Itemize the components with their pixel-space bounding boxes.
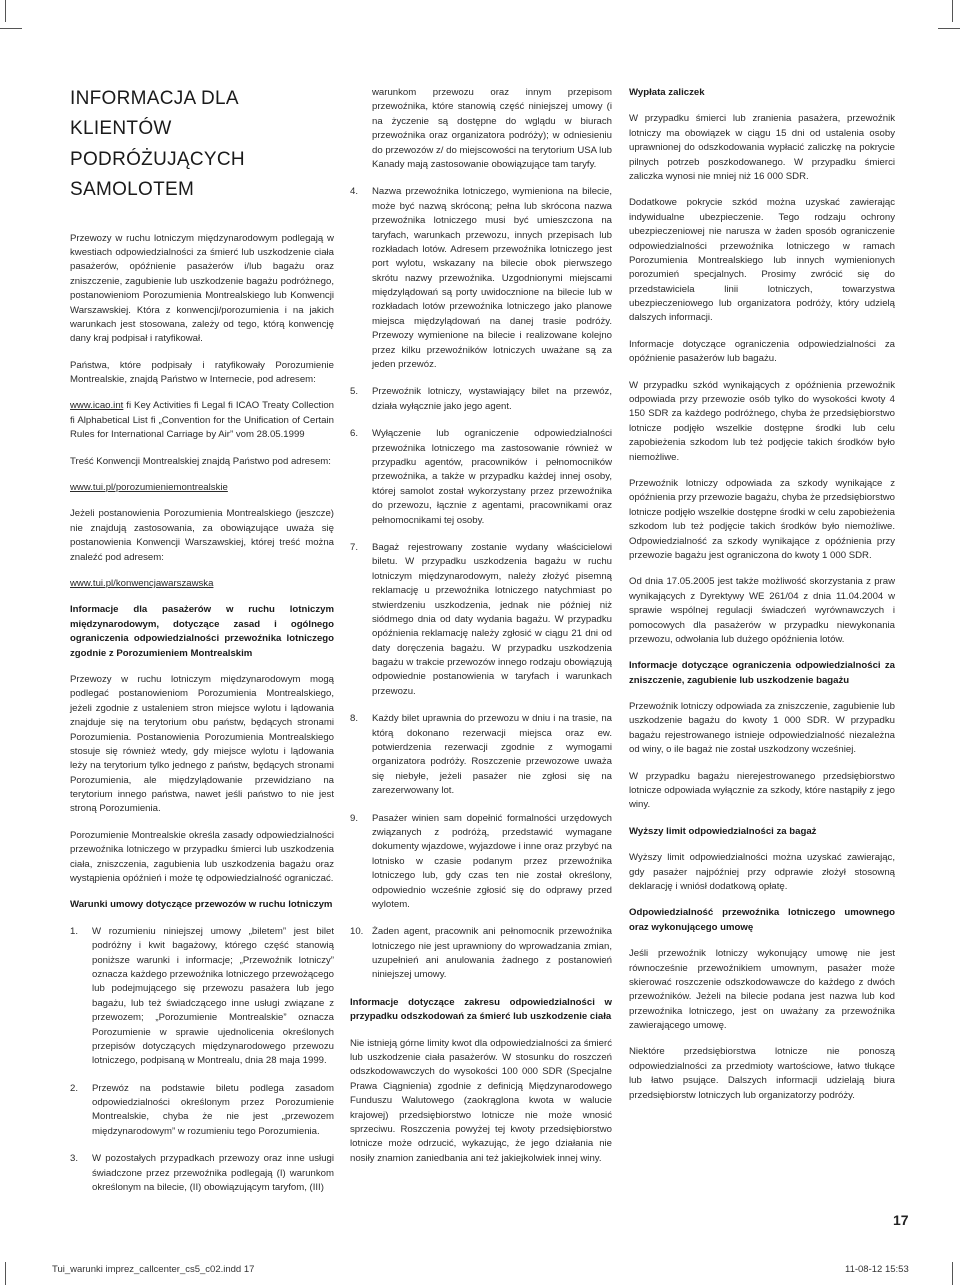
paragraph: W przypadku szkód wynikających z opóźnienia przewoźnik odpowiada przy przewozie osób tylko do wysokości kwoty 4 150 SDR za każdego podróżnego, chyba że przedsiębiorstwo lotnicze podjęło wszelkie dostępne środki lub celu zapobieżenia szkodom lub też podjęcie takich środków było niemożliwe. bbox=[629, 379, 895, 463]
item-number: 3. bbox=[70, 1153, 79, 1165]
section-heading: Informacje dotyczące zakresu odpowiedzialności w przypadku odszkodowań za śmierć lub uszkodzenie ciała bbox=[350, 996, 612, 1023]
section-heading: Wypłata zaliczek bbox=[629, 87, 705, 98]
list-item bbox=[350, 541, 612, 699]
paragraph bbox=[70, 481, 334, 495]
paragraph: Państwa, które podpisały i ratyfikowały Porozumienie Montrealskie, znajdą Państwo w Internecie, pod adresem: bbox=[70, 359, 334, 386]
crop-mark bbox=[952, 0, 953, 22]
conditions-list-continued bbox=[350, 86, 612, 983]
item-text: Nazwa przewoźnika lotniczego, wymieniona na bilecie, może być nazwą skróconą; pełna lub skrócona nazwa przewoźnika lotniczego musi być umieszczona na taryfach, warunkach przewozu, innych przepisach lub rozkładach lotów. Adresem przewoźnika lotniczego jest port wylotu, wskazany na bilecie obok pierwszego skrótu nazwy przewoźnika. Uzgodnionymi miejscami międzylądowań są porty uwidocznione na bilecie lub w rozkładach lotów przewoźnika lotniczego jako planowe miejsca międzylądowań na danej trasie podróży. Przewozy wymienione na bilecie i realizowane kolejno przez kilku przewoźników lotniczych uważane są za jeden przewóz. bbox=[372, 186, 612, 371]
list-item bbox=[350, 925, 612, 983]
warsaw-link[interactable]: www.tui.pl/konwencjawarszawska bbox=[70, 577, 214, 589]
page-title: INFORMACJA DLA KLIENTÓW PODRÓŻUJĄCYCH SAMOLOTEM bbox=[70, 88, 245, 201]
section-heading: Informacje dla pasażerów w ruchu lotniczym międzynarodowym, dotyczące zasad i ogólnego ograniczenia odpowiedzialności przewoźnika lotniczego zgodnie z Porozumieniem Montrealskim bbox=[70, 604, 334, 659]
item-text: Bagaż rejestrowany zostanie wydany właścicielowi biletu. W przypadku uszkodzenia bagażu w ruchu lotniczym międzynarodowym, należy złożyć pisemną reklamację u przewoźnika lotniczego natychmiast po stwierdzeniu uszkodzenia, jednak nie później niż siódmego dnia od daty wydania bagażu. W przypadku opóźnienia reklamację należy zgłosić w ciągu 21 dni od daty doręczenia bagażu. W przypadku uszkodzenia bagażu w trakcie przewozów innego rodzaju obowiązują odpowiednie postanowienia w taryfach i warunkach przewozu. bbox=[372, 541, 612, 697]
paragraph bbox=[70, 399, 334, 442]
item-text: Przewóz na podstawie biletu podlega zasadom odpowiedzialności określonym przez Porozumienie Montrealskie, chyba że nie jest „przewozem międzynarodowym” w rozumieniu tego Porozumienia. bbox=[92, 1082, 334, 1137]
paragraph: Przewoźnik lotniczy odpowiada za szkody wynikające z opóźnienia przy przewozie bagażu, chyba że przedsiębiorstwo lotnicze podjęło wszelkie dostępne środki w celu zapobieżenia szkodom lub też podjęcie takich środków było niemożliwe. Odpowiedzialność za szkody wynikające z opóźnienia przy przewozie bagażu jest ograniczona do kwoty 1 000 SDR. bbox=[629, 477, 895, 561]
paragraph: Przewozy w ruchu lotniczym międzynarodowym mogą podlegać postanowieniom Porozumienia Montrealskiego, jeżeli zgodnie z ustaleniem stron miejsce wylotu i lądowania znajduje się na terytorium obu państw, będących stronami Porozumienia. Postanowienia Porozumienia Montrealskiego stosuje się również wtedy, gdy miejsce wylotu i lądowania leży na terytorium tylko jednego z państw, będących stronami Porozumienia, ale międzylądowanie przewidziano na terytorium innego państwa, nawet jeśli państwo to nie jest stroną Porozumienia. bbox=[70, 673, 334, 815]
item-number: 4. bbox=[350, 186, 359, 198]
item-text: Pasażer winien sam dopełnić formalności urzędowych związanych z podróżą, przedstawić wymagane dokumenty wjazdowe, wyjazdowe i inne oraz przybyć na lotnisko w czasie podanym przez przewoźnika lotniczego lub, gdy czas ten nie został określony, odpowiednio wcześnie zgłosić się do odprawy przed wylotem. bbox=[372, 812, 612, 910]
crop-mark bbox=[0, 28, 22, 29]
paragraph: Porozumienie Montrealskie określa zasady odpowiedzialności przewoźnika lotniczego w przypadku śmierci lub uszkodzenia ciała, zniszczenia, zagubienia lub uszkodzenia bagażu oraz wystąpienia opóźnień i może tę odpowiedzialność ograniczać. bbox=[70, 829, 334, 885]
section-heading: Odpowiedzialność przewoźnika lotniczego umownego oraz wykonującego umowę bbox=[629, 907, 895, 933]
paragraph: W przypadku śmierci lub zranienia pasażera, przewoźnik lotniczy ma obowiązek w ciągu 15 dni od ustalenia osoby uprawnionej do odszkodowania wypłacić zaliczkę na pokrycie pilnych potrzeb poszkodowanego. W przypadku śmierci zaliczka wynosi nie mniej niż 16 000 SDR. bbox=[629, 113, 895, 182]
conditions-list bbox=[70, 925, 334, 1196]
list-item bbox=[350, 185, 612, 372]
item-text: Przewoźnik lotniczy, wystawiający bilet na przewóz, działa wyłącznie jako jego agent. bbox=[372, 386, 612, 412]
column-2 bbox=[350, 86, 612, 1178]
list-item bbox=[350, 385, 612, 414]
icao-link[interactable]: www.icao.int bbox=[70, 400, 124, 412]
footer-datetime: 11-08-12 15:53 bbox=[845, 1264, 909, 1275]
paragraph-text: fi Key Activities fi Legal fi ICAO Treaty Collection fi Alphabetical List fi „Convention for the Unification of Certain Rules for International Carriage by Air” vom 28.05.1999 bbox=[70, 400, 334, 441]
paragraph: Jeśli przewoźnik lotniczy wykonujący umowę nie jest równocześnie przewoźnikiem umownym, pasażer może skierować roszczenie odszkodowawcze do każdego z dwóch przewoźników. Jeżeli na bilecie podana jest nazwa lub kod przewoźnika lotniczego, jest on uważany za przewoźnika zawierającego umowę. bbox=[629, 948, 895, 1032]
item-text: Żaden agent, pracownik ani pełnomocnik przewoźnika lotniczego nie jest uprawniony do wprowadzania zmian, uzupełnień ani anulowania żadnego z postanowień niniejszej umowy. bbox=[372, 926, 612, 981]
list-item bbox=[350, 86, 612, 172]
crop-mark bbox=[952, 1262, 953, 1285]
montreal-link[interactable]: www.tui.pl/porozumieniemontrealskie bbox=[70, 482, 228, 494]
section-heading: Warunki umowy dotyczące przewozów w ruchu lotniczym bbox=[70, 899, 333, 911]
paragraph: Przewoźnik lotniczy odpowiada za zniszczenie, zagubienie lub uszkodzenie bagażu do kwoty 1 000 SDR. W przypadku bagażu rejestrowanego istnieje odpowiedzialność niezależna od winy, o ile bagaż nie został uszkodzony wcześniej. bbox=[629, 701, 895, 756]
item-text: W pozostałych przypadkach przewozy oraz inne usługi świadczone przez przewoźnika podlegają (I) warunkom określonym na bilecie, (II) obowiązującym taryfom, (III) bbox=[92, 1153, 334, 1194]
paragraph: Od dnia 17.05.2005 jest także możliwość skorzystania z praw wynikających z Dyrektywy WE 261/04 z dnia 11.04.2004 w sprawie wspólnej regulacji świadczeń wyrównawczych i pomocowych dla pasażerów w przypadku niewykonania przewozu, odwołania lub dużego opóźnienia lotów. bbox=[629, 576, 895, 645]
list-item bbox=[70, 925, 334, 1069]
footer-file: Tui_warunki imprez_callcenter_cs5_c02.indd 17 bbox=[52, 1264, 255, 1275]
list-item bbox=[70, 1082, 334, 1140]
crop-mark bbox=[938, 28, 960, 29]
item-number: 6. bbox=[350, 428, 359, 440]
crop-mark bbox=[5, 1262, 6, 1285]
paragraph: Wyższy limit odpowiedzialności można uzyskać zawierając, gdy pasażer najpóźniej przy odprawie złożył stosowną deklarację i wniósł dodatkową opłatę. bbox=[629, 852, 895, 892]
paragraph: Niektóre przedsiębiorstwa lotnicze nie ponoszą odpowiedzialności za przedmioty wartościowe, łatwo tłukące lub łatwo psujące. Dalszych informacji udzielają biura przedsiębiorstw lotniczych lub organizatorzy podróży. bbox=[629, 1046, 895, 1101]
list-item bbox=[350, 712, 612, 798]
item-text: W rozumieniu niniejszej umowy „biletem” jest bilet podróżny i kwit bagażowy, którego część stanowią poniższe warunki i informacje; „Przewoźnik lotniczy” oznacza każdego przewoźnika lotniczego przewożącego lub podejmującego się przewozu pasażera lub jego bagażu, lub też świadczącego inne usługi związane z przewozem; „Porozumienie Montrealskie” oznacza Porozumienie w sprawie ujednolicenia określonych przepisów dotyczących międzynarodowego przewozu lotniczego, podpisaną w Montrealu, dnia 28 maja 1999. bbox=[92, 925, 334, 1067]
item-text: Każdy bilet uprawnia do przewozu w dniu i na trasie, na którą dokonano rezerwacji miejsca oraz ew. potwierdzenia rezerwacji zgodnie z wymogami organizatora podróży. Roszczenie przewozowe uważa się niebyłe, jeżeli pasażer nie zgłosi się na zarezerwowany lot. bbox=[372, 713, 612, 797]
crop-mark bbox=[5, 0, 6, 22]
item-number: 5. bbox=[350, 386, 359, 398]
list-item bbox=[350, 427, 612, 528]
paragraph: Treść Konwencji Montrealskiej znajdą Państwo pod adresem: bbox=[70, 455, 331, 467]
item-number: 9. bbox=[350, 812, 359, 824]
item-number: 8. bbox=[350, 713, 359, 725]
column-1 bbox=[70, 84, 334, 1208]
section-heading: Informacje dotyczące ograniczenia odpowiedzialności za zniszczenie, zagubienie lub uszkodzenie bagażu bbox=[629, 660, 895, 686]
column-3 bbox=[629, 86, 895, 1115]
intro-paragraph: Przewozy w ruchu lotniczym międzynarodowym podlegają w kwestiach odpowiedzialności za śmierć lub uszkodzenie ciała pasażerów, opóźnienie pasażerów i/lub bagażu oraz zniszczenie, zagubienie lub uszkodzenie bagażu podróżnego, postanowieniom Porozumienia Montrealskiego lub Konwencji Warszawskiej. Która z konwencji/porozumienia i na jakich warunkach jest stosowana, zależy od tego, którą konwencję dany kraj podpisał i ratyfikował. bbox=[70, 232, 334, 345]
item-number: 7. bbox=[350, 541, 359, 553]
paragraph: Dodatkowe pokrycie szkód można uzyskać zawierając indywidualne ubezpieczenie. Tego rodzaju ochrony ubezpieczeniowej nie narusza w żaden sposób ograniczenie odpowiedzialności przewoźnika lotniczego w ramach Porozumienia Montrealskiego lub innych wymienionych porozumień specjalnych. Prosimy zwrócić się do przedstawiciela linii lotniczych, towarzystwa ubezpieczeniowego lub organizatora podróży, który udzielą dalszych informacji. bbox=[629, 197, 895, 324]
paragraph: W przypadku bagażu nierejestrowanego przedsiębiorstwo lotnicze odpowiada wyłącznie za szkody, które nastąpiły z jego winy. bbox=[629, 770, 895, 811]
item-number: 2. bbox=[70, 1082, 79, 1094]
list-item bbox=[70, 1152, 334, 1195]
paragraph: Informacje dotyczące ograniczenia odpowiedzialności za opóźnienie pasażerów lub bagażu. bbox=[629, 338, 895, 365]
list-item bbox=[350, 812, 612, 913]
page-number: 17 bbox=[893, 1212, 909, 1228]
section-heading: Wyższy limit odpowiedzialności za bagaż bbox=[629, 825, 817, 837]
item-text: Wyłączenie lub ograniczenie odpowiedzialności przewoźnika lotniczego ma zastosowanie również w przypadku agentów, pracowników i pełnomocników przewoźnika, a także w przypadku każdej innej osoby, której samolot został wykorzystany przez przewoźnika do przewozu, łącznie z agentami, pracownikami oraz pełnomocnikami tej osoby. bbox=[372, 428, 612, 526]
paragraph bbox=[70, 577, 334, 591]
paragraph: Jeżeli postanowienia Porozumienia Montrealskiego (jeszcze) nie znajdują zastosowania, za obowiązujące uważa się postanowienia Konwencji Warszawskiej, której treść można znaleźć pod adresem: bbox=[70, 508, 334, 563]
paragraph: Nie istnieją górne limity kwot dla odpowiedzialności za śmierć lub uszkodzenie ciała pasażerów. W stosunku do roszczeń odszkodowawczych do wysokości 100 000 SDR (Specjalne Prawa Ciągnienia) zgodnie z definicją Międzynarodowego Funduszu Walutowego (zaokrąglona kwota w walucie krajowej) przedsiębiorstwo lotnicze nie może wnosić sprzeciwu. Roszczenia powyżej tej kwoty przedsiębiorstwo lotnicze może odrzucić, wykazując, że jego działania nie nosiły znamion zaniedbania ani też jakiejkolwiek innej winy. bbox=[350, 1037, 612, 1164]
item-text: warunkom przewozu oraz innym przepisom przewoźnika, które stanowią część niniejszej umowy (i na życzenie są dostępne do wglądu w biurach przewoźnika oraz organizatora podróży); w odniesieniu do przewozów z/ do miejscowości na terytorium USA lub Kanady mają zastosowanie obowiązujące tam taryfy. bbox=[372, 87, 612, 170]
item-number: 10. bbox=[350, 926, 364, 938]
item-number: 1. bbox=[70, 925, 79, 937]
